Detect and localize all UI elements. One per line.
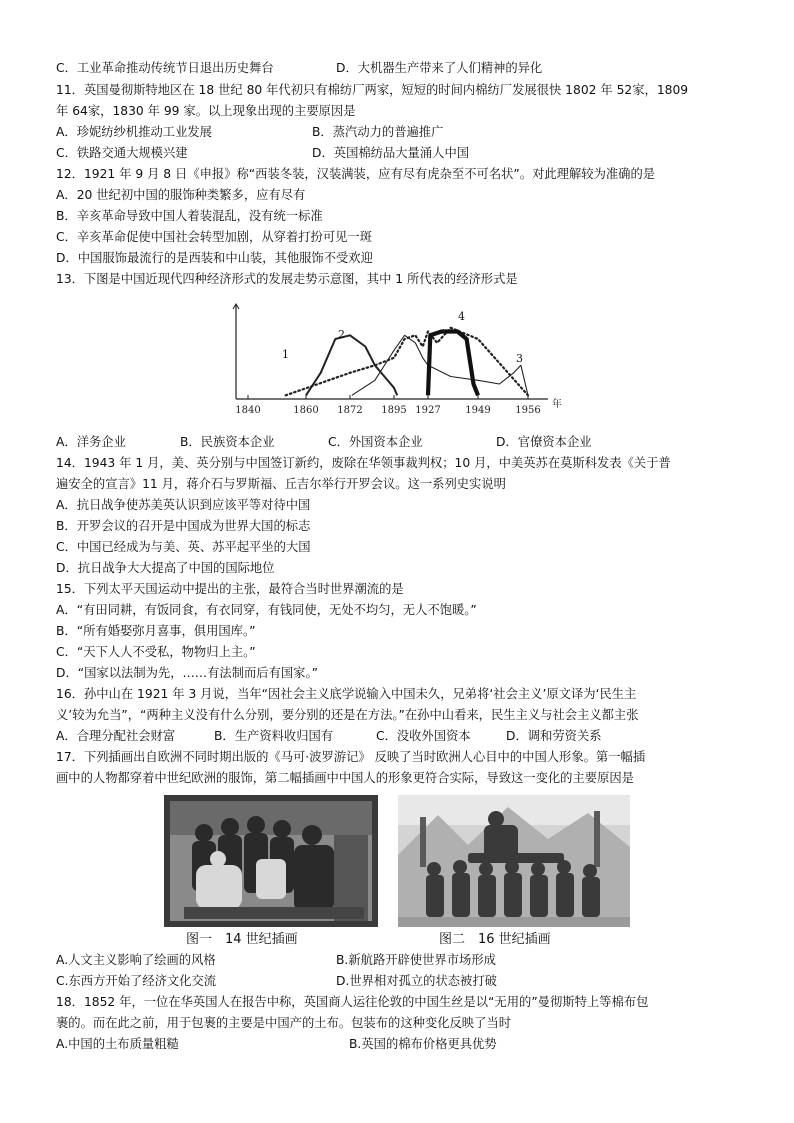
option-13a: A．洋务企业	[56, 435, 126, 449]
option-15b: B．“所有婚娶弥月喜事，俱用国库。”	[56, 624, 256, 638]
option-14d: D．抗日战争大大提高了中国的国际地位	[56, 561, 275, 575]
option-10d: D．大机器生产带来了人们精神的异化	[336, 61, 543, 75]
option-11b: B．蒸汽动力的普遍推广	[312, 125, 444, 139]
option-17c: C.东西方开始了经济文化交流	[56, 974, 217, 988]
question-14-stem: 14．1943 年 1 月，美、英分别与中国签订新约，废除在华领事裁判权；10 月，中美英苏在莫斯科发表《关于普	[56, 456, 671, 470]
x-axis-label: 年	[552, 399, 562, 410]
chart-lines	[286, 328, 528, 396]
option-13b: B．民族资本企业	[180, 435, 275, 449]
option-14c: C．中国已经成为与美、英、苏平起平坐的大国	[56, 540, 311, 554]
option-16c: C．没收外国资本	[376, 729, 471, 743]
option-11a: A．珍妮纺纱机推动工业发展	[56, 125, 212, 139]
x-tick-label: 1860	[293, 405, 319, 416]
option-15c: C．“天下人人不受私，物物归上主。”	[56, 645, 256, 659]
question-17-stem-cont: 画中的人物都穿着中世纪欧洲的服饰，第二幅插画中中国人的形象更符合实际，导致这一变化的主要原因是	[56, 771, 634, 785]
series-label-1: 1	[282, 348, 289, 361]
option-15a: A．“有田同耕，有饭同食，有衣同穿，有钱同使，无处不均匀，无人不饱暖。”	[56, 603, 477, 617]
option-13d: D．官僚资本企业	[496, 435, 592, 449]
x-tick-label: 1872	[337, 405, 363, 416]
figure-1-caption: 图一 14 世纪插画	[186, 932, 298, 947]
option-10c: C．工业革命推动传统节日退出历史舞台	[56, 61, 274, 75]
x-tick-label: 1927	[415, 405, 441, 416]
question-16-stem: 16．孙中山在 1921 年 3 月说，当年“因社会主义底学说输入中国未久，兄弟将‘社会主义’原文译为‘民生主	[56, 687, 637, 701]
x-tick-label: 1840	[235, 405, 261, 416]
series-label-2: 2	[338, 328, 345, 341]
chart-labels	[235, 310, 562, 416]
series-line-2	[306, 335, 397, 395]
question-14-stem-cont: 遍安全的宣言》11 月，蒋介石与罗斯福、丘吉尔举行开罗会议。这一系列史实说明	[56, 477, 506, 491]
option-18b: B.英国的棉布价格更具优势	[349, 1037, 497, 1051]
series-label-3: 3	[516, 352, 523, 365]
option-13c: C．外国资本企业	[328, 435, 423, 449]
illustration-14th-century	[164, 795, 378, 927]
economy-trend-chart	[222, 296, 562, 421]
question-16-stem-cont: 义’较为允当”，“两种主义没有什么分别，要分别的还是在方法。”在孙中山看来，民生主义与社会主义都主张	[56, 708, 639, 722]
x-tick-label: 1949	[465, 405, 491, 416]
option-16d: D．调和劳资关系	[506, 729, 602, 743]
option-17b: B.新航路开辟使世界市场形成	[336, 953, 496, 967]
option-11c: C．铁路交通大规模兴建	[56, 146, 188, 160]
question-12-stem: 12．1921 年 9 月 8 日《申报》称“西装冬装，汉装满装，应有尽有虎杂至不可名状”。对此理解较为准确的是	[56, 167, 656, 181]
question-11-stem: 11．英国曼彻斯特地区在 18 世纪 80 年代初只有棉纺厂两家，短短的时间内棉纺厂发展很快 1802 年 52家，1809	[56, 83, 689, 97]
option-12b: B．辛亥革命导致中国人着装混乱，没有统一标准	[56, 209, 323, 223]
illustration-16th-century	[398, 795, 630, 927]
option-14b: B．开罗会议的召开是中国成为世界大国的标志	[56, 519, 311, 533]
option-12d: D．中国服饰最流行的是西装和中山装，其他服饰不受欢迎	[56, 251, 373, 265]
option-17a: A.人文主义影响了绘画的风格	[56, 953, 216, 967]
option-16a: A．合理分配社会财富	[56, 729, 176, 743]
question-13-stem: 13．下图是中国近现代四种经济形式的发展走势示意图，其中 1 所代表的经济形式是	[56, 272, 518, 286]
question-17-stem: 17．下列插画出自欧洲不同时期出版的《马可·波罗游记》 反映了当时欧洲人心目中的中国人形象。第一幅插	[56, 750, 646, 764]
option-11d: D．英国棉纺品大量涌人中国	[312, 146, 470, 160]
question-11-stem-cont: 年 64家，1830 年 99 家。以上现象出现的主要原因是	[56, 104, 356, 118]
x-tick-label: 1956	[515, 405, 541, 416]
question-15-stem: 15．下列太平天国运动中提出的主张，最符合当时世界潮流的是	[56, 582, 404, 596]
option-12c: C．辛亥革命促使中国社会转型加剧，从穿着打扮可见一斑	[56, 230, 373, 244]
series-label-4: 4	[458, 310, 465, 323]
option-14a: A．抗日战争使苏美英认识到应该平等对待中国	[56, 498, 311, 512]
option-18a: A.中国的土布质量粗糙	[56, 1037, 179, 1051]
option-15d: D．“国家以法制为先，……有法制而后有国家。”	[56, 666, 318, 680]
question-18-stem: 18．1852 年，一位在华英国人在报告中称，英国商人运往伦敦的中国生丝是以“无用的”曼彻斯特上等棉布包	[56, 995, 649, 1009]
option-16b: B．生产资料收归国有	[214, 729, 334, 743]
option-12a: A．20 世纪初中国的服饰种类繁多，应有尽有	[56, 188, 306, 202]
option-17d: D.世界相对孤立的状态被打破	[336, 974, 497, 988]
x-tick-label: 1895	[381, 405, 407, 416]
figure-2-caption: 图二 16 世纪插画	[439, 932, 551, 947]
question-18-stem-cont: 裹的。而在此之前，用于包裹的主要是中国产的土布。包装布的这种变化反映了当时	[56, 1016, 511, 1030]
series-line-1	[286, 328, 528, 396]
